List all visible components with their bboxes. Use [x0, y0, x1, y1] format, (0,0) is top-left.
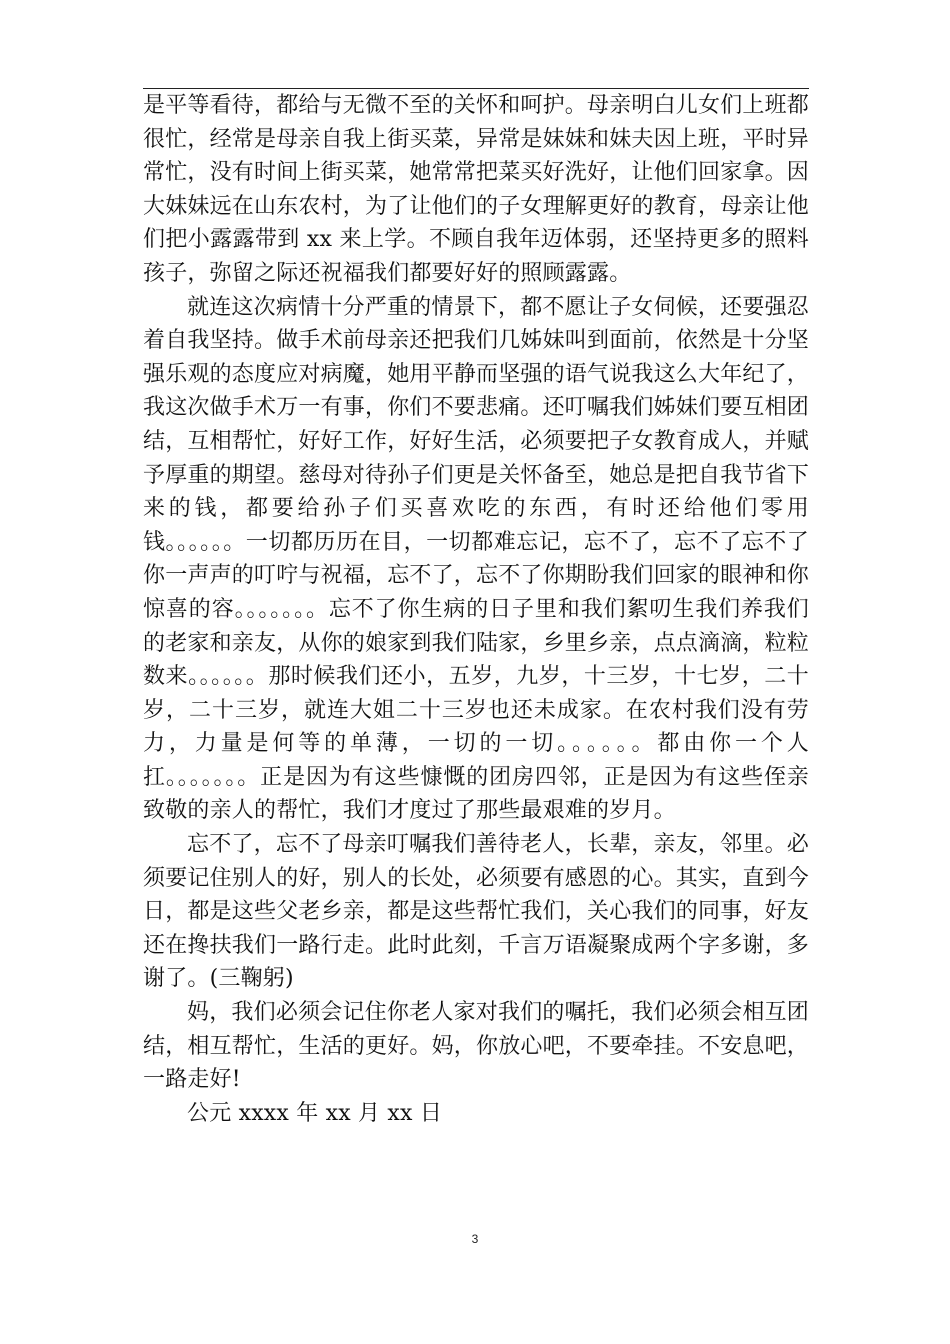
paragraph-3: 忘不了，忘不了母亲叮嘱我们善待老人，长辈，亲友，邻里。必须要记住别人的好，别人的长处，必须要有感恩的心。其实，直到今日，都是这些父老乡亲，都是这些帮忙我们，关心我们的同事，好友还在搀扶我们一路行走。此时此刻，千言万语凝聚成两个字多谢，多谢了。(三鞠躬): [143, 832, 810, 992]
paragraph-4: 妈，我们必须会记住你老人家对我们的嘱托，我们必须会相互团结，相互帮忙，生活的更好。妈，你放心吧，不要牵挂。不安息吧，一路走好!: [143, 1000, 810, 1093]
page-number: 3: [471, 1232, 479, 1246]
paragraph-2: 就连这次病情十分严重的情景下，都不愿让子女伺候，还要强忍着自我坚持。做手术前母亲还把我们几姊妹叫到面前，依然是十分坚强乐观的态度应对病魔，她用平静而坚强的语气说我这么大年纪了，我这次做手术万一有事，你们不要悲痛。还叮嘱我们姊妹们要互相团结，互相帮忙，好好工作，好好生活，必须要把子女教育成人，并赋予厚重的期望。慈母对待孙子们更是关怀备至，她总是把自我节省下来的钱，都要给孙子们买喜欢吃的东西，有时还给他们零用钱。。。。。。一切都历历在目，一切都难忘记，忘不了，忘不了忘不了你一声声的叮咛与祝福，忘不了，忘不了你期盼我们回家的眼神和你惊喜的容。。。。。。。忘不了你生病的日子里和我们絮叨生我们养我们的老家和亲友，从你的娘家到我们陆家，乡里乡亲，点点滴滴，粒粒数来。。。。。。那时候我们还小，五岁，九岁，十三岁，十七岁，二十岁，二十三岁，就连大姐二十三岁也还未成家。在农村我们没有劳力，力量是何等的单薄，一切的一切。。。。。。都由你一个人扛。。。。。。。正是因为有这些慷慨的团房四邻，正是因为有这些侄亲致敬的亲人的帮忙，我们才度过了那些最艰难的岁月。: [143, 294, 810, 824]
date-line: 公元 xxxx 年 xx 月 xx 日: [187, 1100, 443, 1126]
document-body: [143, 89, 809, 1130]
paragraph-1: 是平等看待，都给与无微不至的关怀和呵护。母亲明白儿女们上班都很忙，经常是母亲自我上街买菜，异常是妹妹和妹夫因上班，平时异常忙，没有时间上街买菜，她常常把菜买好洗好，让他们回家拿。因大妹妹远在山东农村，为了让他们的子女理解更好的教育，母亲让他们把小露露带到 xx 来上学。不顾自我年迈体弱，还坚持更多的照料孩子，弥留之际还祝福我们都要好好的照顾露露。: [143, 93, 810, 286]
